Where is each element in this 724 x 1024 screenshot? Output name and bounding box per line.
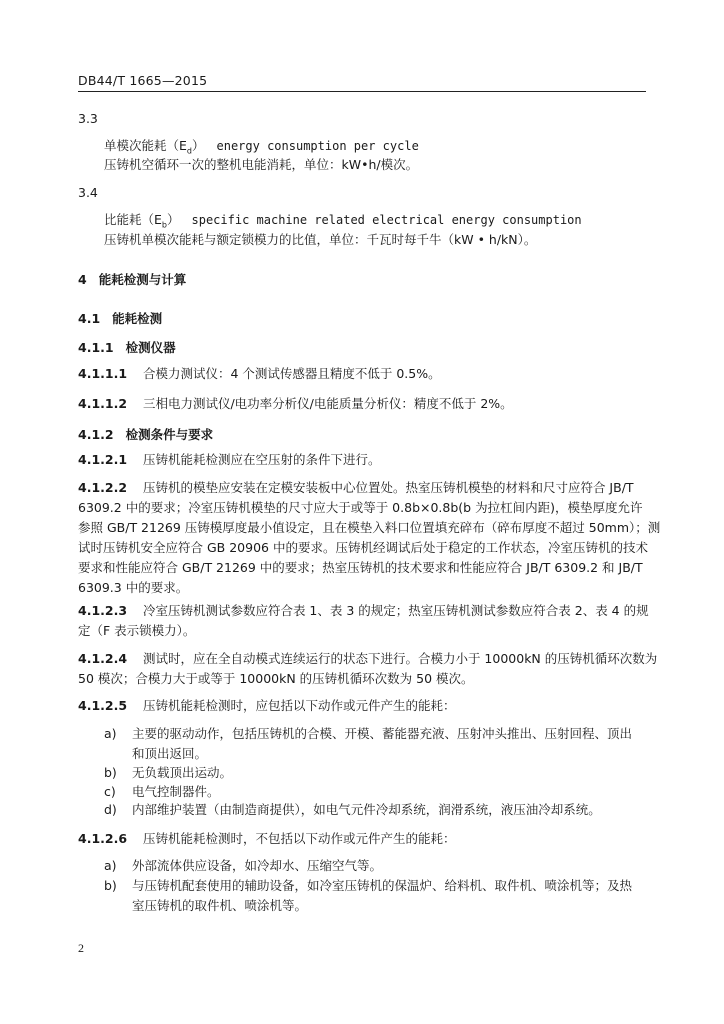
clause-text: 压铸机能耗检测应在空压射的条件下进行。 (142, 452, 381, 467)
clause-paragraph (78, 601, 649, 641)
term-definition: 压铸机空循环一次的整机电能消耗，单位：kW•h/模次。 (104, 157, 419, 172)
term-en: energy consumption per cycle (216, 139, 419, 153)
list-item-line: 主要的驱动动作，包括压铸机的合模、开模、蓄能器充液、压射冲头推出、压射回程、顶出 (132, 726, 633, 741)
subsection-number: 4.1.1 (78, 340, 114, 355)
clause-paragraph (78, 364, 646, 384)
clause-paragraph (78, 394, 646, 414)
clause-text: 三相电力测试仪/电功率分析仪/电能质量分析仪：精度不低于 2%。 (142, 396, 513, 411)
subsection-number: 4.1.2 (78, 427, 114, 442)
subsection-heading (78, 309, 162, 327)
list-item-line: 与压铸机配套使用的辅助设备，如冷室压铸机的保温炉、给料机、取件机、喷涂机等；及热 (132, 878, 633, 893)
clause-paragraph (78, 829, 646, 849)
clause-line: 6309.2 中的要求；冷室压铸机模垫的尺寸应大于或等于 0.8b×0.8b(b 为拉杠间内距)，模垫厚度允许 (78, 500, 643, 515)
clause-number: 4.1.2.4 (78, 651, 128, 666)
list-marker: a) (104, 858, 117, 873)
clause-paragraph (78, 450, 646, 470)
clause-line: 定（F 表示锁模力）。 (78, 623, 196, 638)
list-marker: b) (104, 878, 117, 893)
clause-line: 压铸机的模垫应安装在定模安装板中心位置处。热室压铸机模垫的材料和尺寸应符合 JB/T (142, 480, 634, 495)
subsection-title: 能耗检测 (112, 311, 163, 326)
term-en: specific machine related electrical energy consumption (191, 213, 582, 227)
document-id-header: DB44/T 1665—2015 (78, 73, 208, 88)
list-item-line: 内部维护装置（由制造商提供），如电气元件冷却系统，润滑系统，液压油冷却系统。 (132, 802, 601, 817)
list-marker: b) (104, 765, 117, 780)
clause-line: 试时压铸机安全应符合 GB 20906 中的要求。压铸机经调试后处于稳定的工作状态，冷室压铸机的技术 (78, 540, 648, 555)
clause-paragraph (78, 649, 658, 689)
clause-number: 4.1.2.5 (78, 698, 128, 713)
clause-number: 4.1.2.1 (78, 452, 128, 467)
clause-text: 压铸机能耗检测时，不包括以下动作或元件产生的能耗： (142, 831, 456, 846)
header-rule (78, 91, 646, 92)
clause-line: 6309.3 中的要求。 (78, 580, 189, 595)
clause-number: 4.1.1.2 (78, 396, 128, 411)
term-subscript: b (161, 220, 167, 230)
term-subscript: d (186, 146, 192, 156)
clause-line: 测试时，应在全自动模式连续运行的状态下进行。合模力小于 10000kN 的压铸机循环次数为 (142, 651, 658, 666)
term-zh-end: ） (191, 138, 205, 153)
term-number: 3.4 (78, 185, 98, 200)
term-zh: 单模次能耗（E (104, 138, 187, 153)
section-heading (78, 270, 186, 288)
term-number: 3.3 (78, 111, 98, 126)
term-zh: 比能耗（E (104, 212, 162, 227)
clause-number: 4.1.2.6 (78, 831, 128, 846)
clause-number: 4.1.2.3 (78, 603, 128, 618)
page-number: 2 (78, 941, 84, 955)
term-zh-end: ） (166, 212, 180, 227)
clause-line: 冷室压铸机测试参数应符合表 1、表 3 的规定；热室压铸机测试参数应符合表 2、表 4 的规 (142, 603, 649, 618)
list-marker: d) (104, 802, 117, 817)
list-item-line: 电气控制器件。 (132, 784, 220, 799)
list-marker: a) (104, 726, 117, 741)
clause-text: 压铸机能耗检测时，应包括以下动作或元件产生的能耗： (142, 698, 456, 713)
section-title: 能耗检测与计算 (98, 272, 187, 287)
subsection-number: 4.1 (78, 311, 101, 326)
clause-text: 合模力测试仪：4 个测试传感器且精度不低于 0.5%。 (142, 366, 441, 381)
clause-paragraph (78, 696, 646, 716)
subsection-heading (78, 338, 176, 356)
clause-line: 要求和性能应符合 GB/T 21269 中的要求；热室压铸机的技术要求和性能应符合 JB/T 6309.2 和 JB/T (78, 560, 643, 575)
list-item-line: 和顶出返回。 (132, 746, 208, 761)
clause-line: 参照 GB/T 21269 压铸模厚度最小值设定，且在模垫入料口位置填充碎布（碎布厚度不超过 50mm）；测 (78, 520, 661, 535)
section-number: 4 (78, 272, 87, 287)
clause-number: 4.1.2.2 (78, 480, 128, 495)
term-definition: 压铸机单模次能耗与额定锁模力的比值，单位：千瓦时每千牛（kW • h/kN）。 (104, 232, 537, 247)
clause-line: 50 模次；合模力大于或等于 10000kN 的压铸机循环次数为 50 模次。 (78, 671, 474, 686)
clause-number: 4.1.1.1 (78, 366, 128, 381)
list-marker: c) (104, 784, 116, 799)
list-item-line: 无负载顶出运动。 (132, 765, 233, 780)
list-item-line: 室压铸机的取件机、喷涂机等。 (132, 898, 308, 913)
clause-paragraph (78, 478, 661, 598)
list-item-line: 外部流体供应设备，如冷却水、压缩空气等。 (132, 858, 383, 873)
subsection-title: 检测条件与要求 (125, 427, 214, 442)
subsection-title: 检测仪器 (125, 340, 176, 355)
subsection-heading (78, 425, 213, 443)
